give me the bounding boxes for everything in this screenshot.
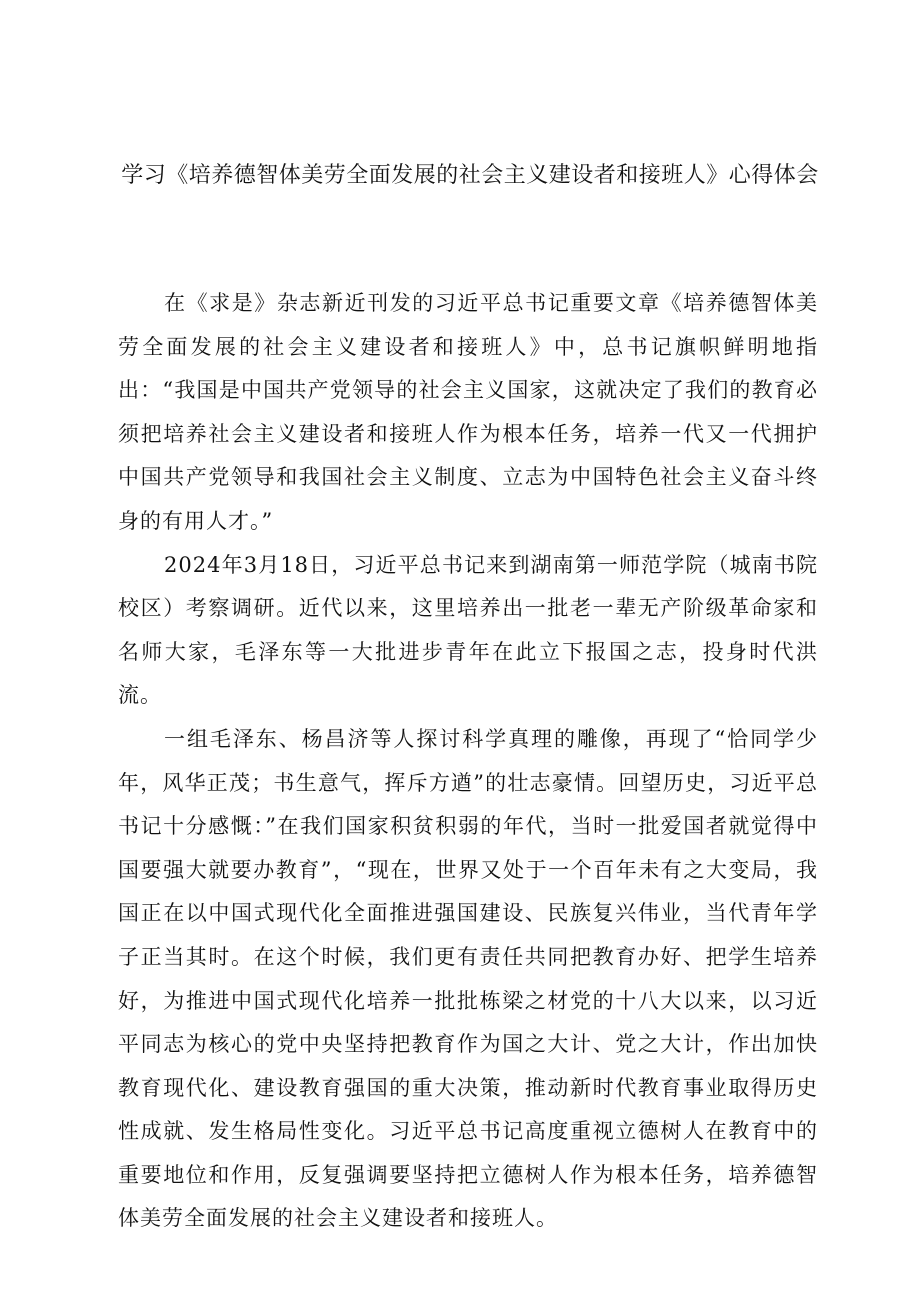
paragraph-2: 2024年3月18日，习近平总书记来到湖南第一师范学院（城南书院校区）考察调研。近代以来，这里培养出一批老一辈无产阶级革命家和名师大家，毛泽东等一大批进步青年在此立下报国之志，投身时代洪流。 (118, 552, 818, 708)
paragraph-1: 在《求是》杂志新近刊发的习近平总书记重要文章《培养德智体美劳全面发展的社会主义建设者和接班人》中，总书记旗帜鲜明地指出：“我国是中国共产党领导的社会主义国家，这就决定了我们的教育必须把培养社会主义建设者和接班人作为根本任务，培养一代又一代拥护中国共产党领导和我国社会主义制度、立志为中国特色社会主义奋斗终身的有用人才。” (118, 291, 818, 533)
document-title: 学习《培养德智体美劳全面发展的社会主义建设者和接班人》心得体会 (121, 163, 819, 188)
document-body (118, 282, 818, 1241)
paragraph-3: 一组毛泽东、杨昌济等人探讨科学真理的雕像，再现了“恰同学少年，风华正茂；书生意气，挥斥方遒”的壮志豪情。回望历史，习近平总书记十分感慨：”在我们国家积贫积弱的年代，当时一批爱国者就觉得中国要强大就要办教育”，“现在，世界又处于一个百年未有之大变局，我国正在以中国式现代化全面推进强国建设、民族复兴伟业，当代青年学子正当其时。在这个时候，我们更有责任共同把教育办好、把学生培养好，为推进中国式现代化培养一批批栋梁之材党的十八大以来，以习近平同志为核心的党中央坚持把教育作为国之大计、党之大计，作出加快教育现代化、建设教育强国的重大决策，推动新时代教育事业取得历史性成就、发生格局性变化。习近平总书记高度重视立德树人在教育中的重要地位和作用，反复强调要坚持把立德树人作为根本任务，培养德智体美劳全面发展的社会主义建设者和接班人。 (118, 726, 818, 1231)
